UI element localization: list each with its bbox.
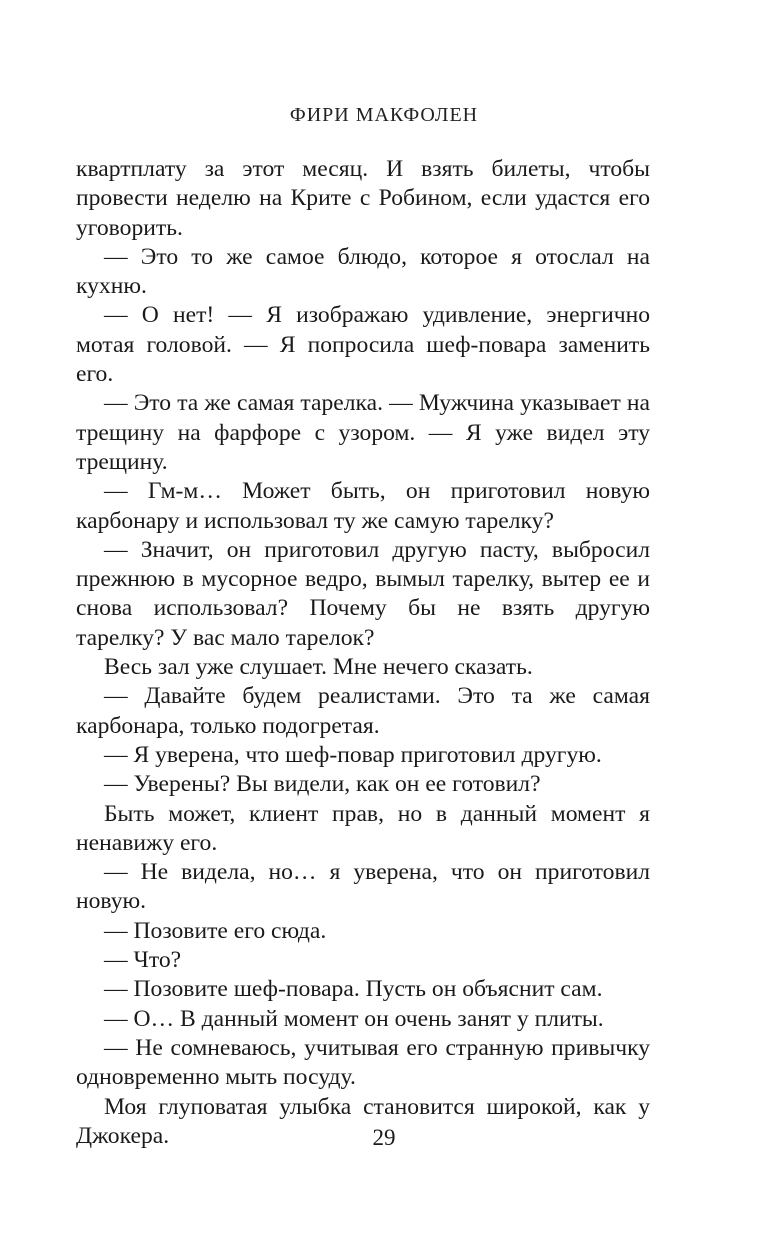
paragraph: — Значит, он приготовил другую пасту, выбросил прежнюю в мусорное ведро, вымыл тарелку, вытер ее и снова использовал? Почему бы не взять другую тарелку? У вас мало тарелок? <box>76 536 650 651</box>
paragraph: Весь зал уже слушает. Мне нечего сказать. <box>104 654 533 681</box>
paragraph: Быть может, клиент прав, но в данный момент я ненавижу его. <box>76 800 650 856</box>
paragraph: — Не видела, но… я уверена, что он приготовил новую. <box>76 859 650 915</box>
paragraph: — Уверены? Вы видели, как он ее готовил? <box>104 771 541 798</box>
paragraph: — Это то же самое блюдо, которое я отослал на кухню. <box>76 243 650 300</box>
paragraph: — О… В данный момент он очень занят у плиты. <box>104 1005 604 1032</box>
paragraph: — Гм-м… Может быть, он приготовил новую карбонару и использовал ту же самую тарелку? <box>76 478 650 534</box>
paragraph: — О нет! — Я изображаю удивление, энергично мотая головой. — Я попросила шеф-повара заменить его. <box>76 302 650 388</box>
paragraph: квартплату за этот месяц. И взять билеты, чтобы провести неделю на Крите с Робином, если удастся его уговорить. <box>76 156 650 241</box>
paragraph: — Позовите его сюда. <box>104 917 327 944</box>
paragraph: — Не сомневаюсь, учитывая его странную привычку одновременно мыть посуду. <box>76 1034 650 1091</box>
paragraph: Моя глуповатая улыбка становится широкой, как у Джокера. <box>76 1093 650 1149</box>
paragraph: — Это та же самая тарелка. — Мужчина указывает на трещину на фарфоре с узором. — Я уже видел эту трещину. <box>76 390 650 475</box>
page-number: 29 <box>372 1125 396 1150</box>
paragraph: — Давайте будем реалистами. Это та же самая карбонара, только подогретая. <box>76 683 650 739</box>
paragraph: — Что? <box>104 947 182 974</box>
paragraph: — Я уверена, что шеф-повар приготовил другую. <box>104 741 602 768</box>
body-text <box>76 155 650 1151</box>
running-title: ФИРИ МАКФОЛЕН <box>289 104 479 126</box>
paragraph: — Позовите шеф-повара. Пусть он объяснит сам. <box>104 976 603 1003</box>
